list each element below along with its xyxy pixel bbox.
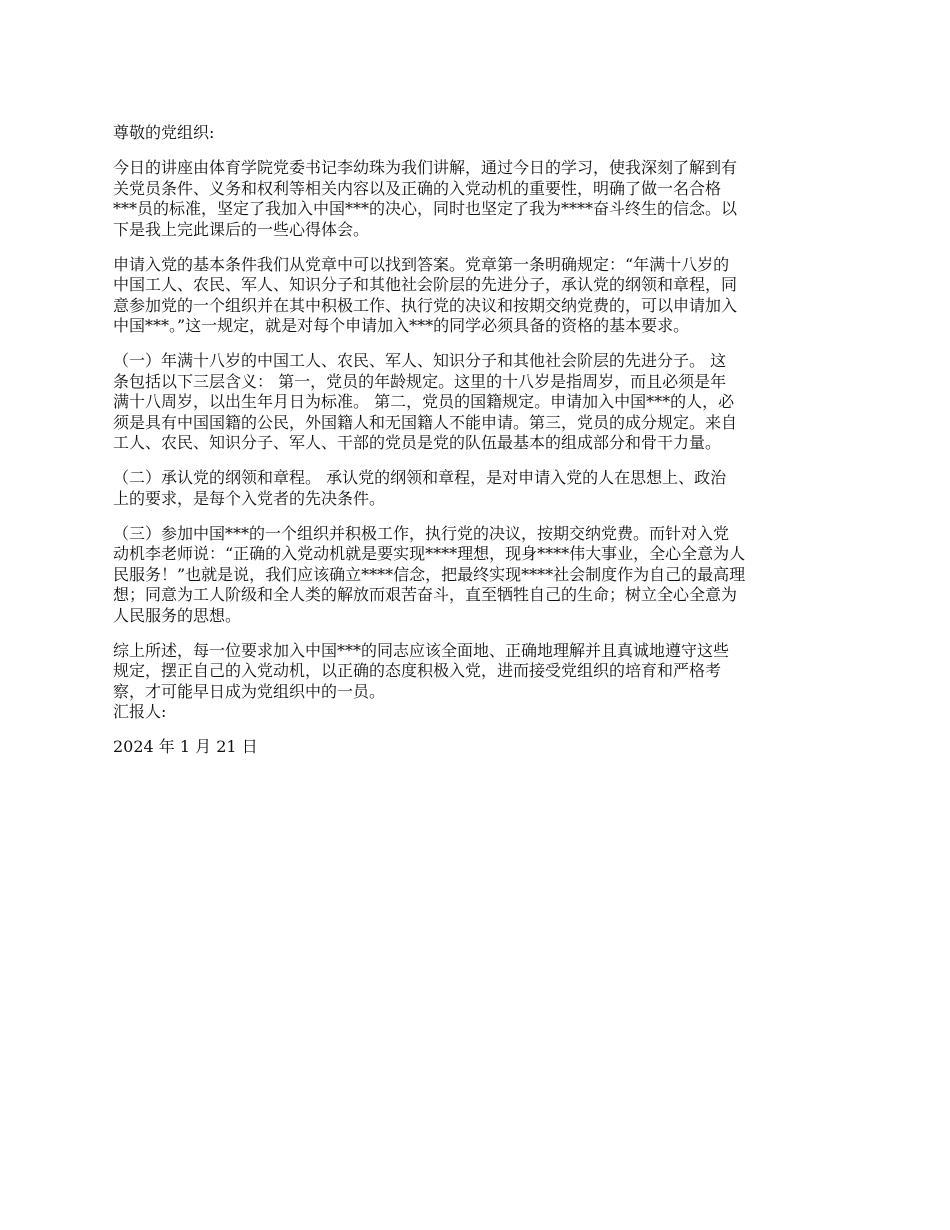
- paragraph-line: 中国工人、农民、军人、知识分子和其他社会阶层的先进分子，承认党的纲领和章程，同: [113, 275, 738, 294]
- paragraph-line: 人民服务的思想。: [113, 605, 242, 625]
- document-page: [113, 123, 843, 758]
- paragraph-line: 申请入党的基本条件我们从党章中可以找到答案。党章第一条明确规定：“年满十八岁的: [113, 254, 730, 274]
- paragraph-line: （三）参加中国***的一个组织并积极工作，执行党的决议，按期交纳党费。而针对入党: [113, 523, 730, 543]
- letter-body: [113, 158, 843, 702]
- paragraph-line: 上的要求，是每个入党者的先决条件。: [113, 488, 386, 508]
- paragraph-line: 意参加党的一个组织并在其中积极工作、执行党的决议和按期交纳党费的，可以申请加入: [113, 295, 738, 315]
- paragraph-conclusion: [113, 641, 843, 703]
- paragraph-basic-conditions: [113, 255, 843, 337]
- paragraph-line: 须是具有中国国籍的公民，外国籍人和无国籍人不能申请。第三，党员的成分规定。来自: [113, 412, 738, 432]
- paragraph-line: 今日的讲座由体育学院党委书记李幼珠为我们讲解，通过今日的学习，使我深刻了解到有: [113, 158, 738, 177]
- salutation: 尊敬的党组织:: [113, 123, 215, 142]
- paragraph-line: 满十八周岁，以出生年月日为标准。 第二，党员的国籍规定。申请加入中国***的人，必: [113, 392, 735, 411]
- paragraph-line: 关党员条件、义务和权利等相关内容以及正确的入党动机的重要性，明确了做一名合格: [113, 178, 722, 198]
- paragraph-line: ***员的标准，坚定了我加入中国***的决心，同时也坚定了我为****奋斗终生的信念。以: [113, 199, 738, 218]
- paragraph-line: 下是我上完此课后的一些心得体会。: [113, 219, 370, 239]
- paragraph-line: 工人、农民、知识分子、军人、干部的党员是党的队伍最基本的组成部分和骨干力量。: [113, 433, 722, 452]
- paragraph-line: 民服务！”也就是说，我们应该确立****信念，把最终实现****社会制度作为自己的最高理: [113, 564, 746, 584]
- paragraph-intro: [113, 158, 843, 240]
- paragraph-line: 想；同意为工人阶级和全人类的解放而艰苦奋斗，直至牺牲自己的生命；树立全心全意为: [113, 585, 738, 604]
- paragraph-line: 综上所述，每一位要求加入中国***的同志应该全面地、正确地理解并且真诚地遵守这些: [113, 640, 730, 660]
- paragraph-line: 条包括以下三层含义： 第一，党员的年龄规定。这里的十八岁是指周岁，而且必须是年: [113, 371, 727, 391]
- paragraph-line: 中国***。”这一规定，就是对每个申请加入***的同学必须具备的资格的基本要求。: [113, 316, 690, 335]
- paragraph-line: 规定，摆正自己的入党动机，以正确的态度积极入党，进而接受党组织的培育和严格考: [113, 661, 722, 680]
- reporter-label: 汇报人:: [113, 702, 167, 721]
- paragraph-item-three: [113, 524, 843, 627]
- paragraph-line: （一）年满十八岁的中国工人、农民、军人、知识分子和其他社会阶层的先进分子。 这: [113, 351, 727, 370]
- paragraph-line: （二）承认党的纲领和章程。 承认党的纲领和章程，是对申请入党的人在思想上、政治: [113, 468, 727, 487]
- report-date: 2024 年 1 月 21 日: [113, 737, 258, 756]
- paragraph-line: 动机李老师说：“正确的入党动机就是要实现****理想，现身****伟大事业，全心全意为人: [113, 544, 746, 563]
- paragraph-line: 察，才可能早日成为党组织中的一员。: [113, 681, 386, 701]
- paragraph-item-two: [113, 468, 843, 509]
- paragraph-item-one: [113, 351, 843, 454]
